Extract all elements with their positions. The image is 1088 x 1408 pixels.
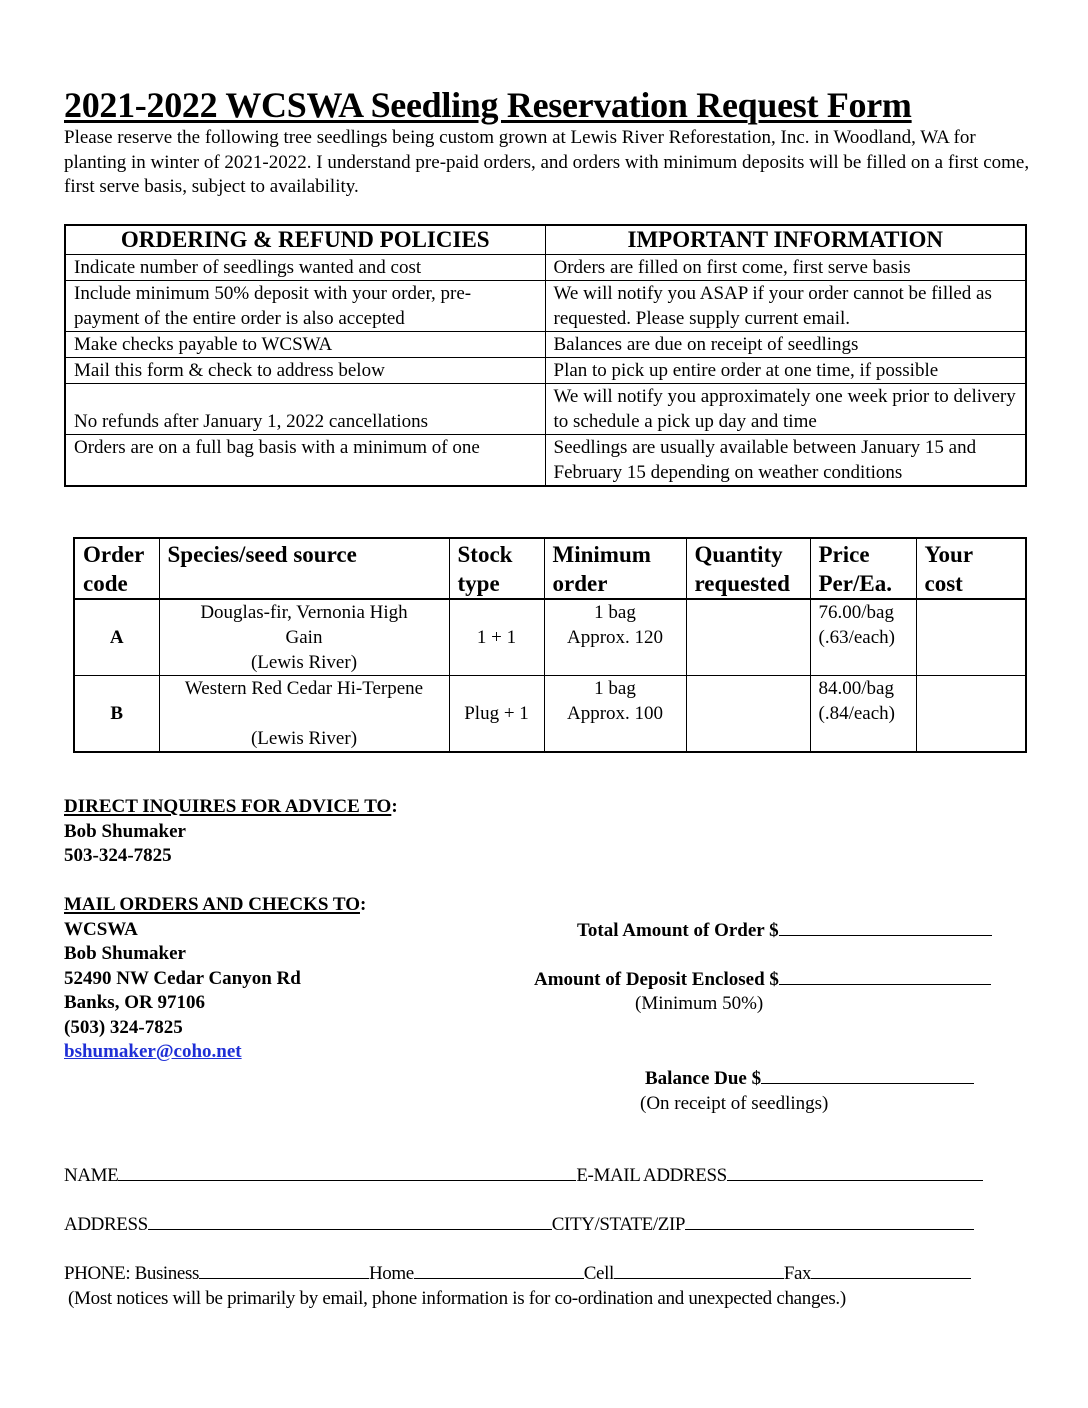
info-text: Balances are due on receipt of seedlings [545,332,1026,358]
price: 84.00/bag (.84/each) [810,676,916,753]
info-text: Plan to pick up entire order at one time, if possible [545,358,1026,384]
advice-block [64,795,398,869]
address-label: ADDRESS [64,1214,148,1235]
phone-cell-input[interactable] [614,1261,784,1279]
city-input[interactable] [685,1212,974,1230]
important-info-header: IMPORTANT INFORMATION [545,225,1026,255]
balance-note: (On receipt of seedlings) [640,1093,829,1114]
policy-row [65,358,1026,384]
advice-phone: 503-324-7825 [64,845,172,866]
stock-type: Plug + 1 [449,676,544,753]
table-row [74,676,1026,753]
price: 76.00/bag (.63/each) [810,599,916,676]
total-amount-field [577,918,992,943]
stock-type: 1 + 1 [449,599,544,676]
col-stock-type: Stock type [449,538,544,599]
name-email-line [64,1163,983,1188]
mail-phone: (503) 324-7825 [64,1016,183,1038]
policy-text: Mail this form & check to address below [65,358,545,384]
col-order-code: Order code [74,538,159,599]
minimum-order: 1 bag Approx. 120 [544,599,686,676]
order-code: B [74,676,159,753]
email-link[interactable]: bshumaker@coho.net [64,1041,242,1062]
quantity-input[interactable] [686,676,810,753]
balance-input[interactable] [761,1066,974,1084]
mail-name: Bob Shumaker [64,943,186,964]
policy-row [65,255,1026,281]
policies-table [64,224,1027,487]
mail-heading: MAIL ORDERS AND CHECKS TO: [64,894,367,915]
info-text: We will notify you ASAP if your order cannot be filled as requested. Please supply current email. [545,281,1026,332]
species-cell: Western Red Cedar Hi-Terpene (Lewis River) [159,676,449,753]
quantity-input[interactable] [686,599,810,676]
address-line [64,1212,974,1237]
phone-footnote: (Most notices will be primarily by email, phone information is for co-ordination and unexpected changes.) [68,1288,846,1309]
policy-row [65,384,1026,435]
email-label: E-MAIL ADDRESS [576,1165,727,1186]
advice-heading: DIRECT INQUIRES FOR ADVICE TO: [64,796,398,817]
deposit-field [534,967,991,992]
fax-label: Fax [783,1263,812,1284]
deposit-note: (Minimum 50%) [635,993,764,1014]
policy-row [65,332,1026,358]
phone-home-label: Home [368,1263,414,1284]
col-minimum-order: Minimum order [544,538,686,599]
col-price: Price Per/Ea. [810,538,916,599]
order-table [73,537,1027,753]
mail-org: WCSWA [64,918,138,940]
order-code: A [74,599,159,676]
balance-field [645,1066,974,1091]
name-input[interactable] [118,1163,576,1181]
info-text: Seedlings are usually available between January 15 and February 15 depending on weather conditions [545,435,1026,487]
deposit-label: Amount of Deposit Enclosed $ [534,969,779,990]
balance-label: Balance Due $ [645,1068,762,1089]
advice-name: Bob Shumaker [64,820,186,842]
deposit-input[interactable] [779,967,991,985]
city-label: CITY/STATE/ZIP [551,1214,686,1235]
your-cost-input[interactable] [916,676,1026,753]
policy-text: Indicate number of seedlings wanted and cost [65,255,545,281]
species-cell: Douglas-fir, Vernonia High Gain (Lewis River) [159,599,449,676]
policy-text: No refunds after January 1, 2022 cancellations [65,384,545,435]
phone-cell-label: Cell [583,1263,614,1284]
phone-home-input[interactable] [414,1261,584,1279]
policy-text: Orders are on a full bag basis with a minimum of one [65,435,545,487]
intro-paragraph: Please reserve the following tree seedlings being custom grown at Lewis River Reforestation, Inc. in Woodland, WA for planting in winter of 2021-2022. I understand pre-paid orders, and orders with minimum deposits will be filled on a first come, first serve basis, subject to availability. [64,127,1030,197]
mail-block [64,893,366,1065]
total-amount-label: Total Amount of Order $ [577,920,779,941]
col-quantity: Quantity requested [686,538,810,599]
minimum-order: 1 bag Approx. 100 [544,676,686,753]
name-label: NAME [64,1165,119,1186]
phone-business-label: PHONE: Business [64,1263,199,1284]
info-text: Orders are filled on first come, first serve basis [545,255,1026,281]
policy-text: Include minimum 50% deposit with your order, pre-payment of the entire order is also accepted [65,281,545,332]
page-title: 2021-2022 WCSWA Seedling Reservation Request Form [64,85,912,125]
address-input[interactable] [148,1212,552,1230]
mail-city: Banks, OR 97106 [64,992,205,1013]
col-your-cost: Your cost [916,538,1026,599]
total-amount-input[interactable] [779,918,992,936]
info-text: We will notify you approximately one week prior to delivery to schedule a pick up day and time [545,384,1026,435]
mail-street: 52490 NW Cedar Canyon Rd [64,967,301,989]
policies-header: ORDERING & REFUND POLICIES [65,225,545,255]
table-row [74,599,1026,676]
policy-row [65,435,1026,487]
policy-row [65,281,1026,332]
phone-business-input[interactable] [199,1261,369,1279]
phone-line [64,1261,971,1286]
policy-text: Make checks payable to WCSWA [65,332,545,358]
col-species: Species/seed source [159,538,449,599]
fax-input[interactable] [811,1261,971,1279]
email-input[interactable] [727,1163,983,1181]
your-cost-input[interactable] [916,599,1026,676]
